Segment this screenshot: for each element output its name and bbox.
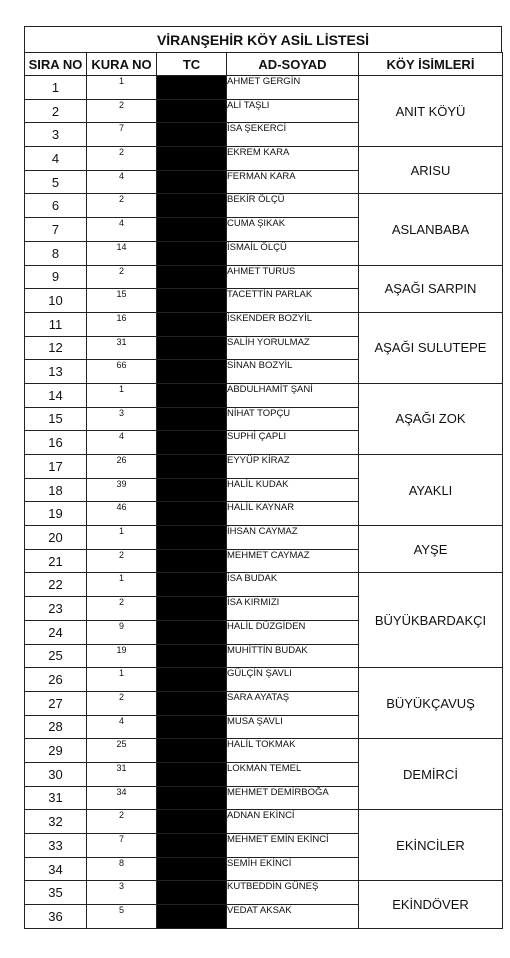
- tc-redacted-cell: [157, 431, 227, 455]
- sira-no-cell: 20: [25, 526, 87, 550]
- tc-redacted-cell: [157, 265, 227, 289]
- village-name-cell: ARISU: [359, 147, 503, 194]
- ad-soyad-cell: TACETTİN PARLAK: [227, 289, 359, 313]
- ad-soyad-cell: SALİH YORULMAZ: [227, 336, 359, 360]
- table-row: [25, 881, 503, 905]
- tc-redacted-cell: [157, 383, 227, 407]
- tc-redacted-cell: [157, 123, 227, 147]
- ad-soyad-cell: SUPHİ ÇAPLI: [227, 431, 359, 455]
- tc-redacted-cell: [157, 218, 227, 242]
- kura-no-cell: 4: [87, 170, 157, 194]
- tc-redacted-cell: [157, 502, 227, 526]
- ad-soyad-cell: İSA KIRMIZI: [227, 597, 359, 621]
- sira-no-cell: 21: [25, 549, 87, 573]
- tc-redacted-cell: [157, 336, 227, 360]
- tc-redacted-cell: [157, 691, 227, 715]
- table-row: [25, 147, 503, 171]
- table-row: [25, 668, 503, 692]
- sira-no-cell: 31: [25, 786, 87, 810]
- ad-soyad-cell: CUMA ŞIKAK: [227, 218, 359, 242]
- kura-no-cell: 7: [87, 123, 157, 147]
- header-row: [25, 53, 503, 76]
- table-body: [25, 76, 503, 929]
- table-row: [25, 76, 503, 100]
- ad-soyad-cell: LOKMAN TEMEL: [227, 762, 359, 786]
- kura-no-cell: 2: [87, 597, 157, 621]
- kura-no-cell: 3: [87, 881, 157, 905]
- kura-no-cell: 1: [87, 383, 157, 407]
- kura-no-cell: 39: [87, 478, 157, 502]
- kura-no-cell: 1: [87, 668, 157, 692]
- tc-redacted-cell: [157, 194, 227, 218]
- village-name-cell: EKİNDÖVER: [359, 881, 503, 928]
- sira-no-cell: 24: [25, 620, 87, 644]
- village-name-cell: DEMİRCİ: [359, 739, 503, 810]
- ad-soyad-cell: SEMİH EKİNCİ: [227, 857, 359, 881]
- village-name-cell: AŞAĞI SULUTEPE: [359, 312, 503, 383]
- kura-no-cell: 66: [87, 360, 157, 384]
- ad-soyad-cell: İSA ŞEKERCİ: [227, 123, 359, 147]
- ad-soyad-cell: MEHMET DEMİRBOĞA: [227, 786, 359, 810]
- village-name-cell: ASLANBABA: [359, 194, 503, 265]
- village-name-cell: AŞAĞI ZOK: [359, 383, 503, 454]
- ad-soyad-cell: İHSAN CAYMAZ: [227, 526, 359, 550]
- kura-no-cell: 3: [87, 407, 157, 431]
- ad-soyad-cell: MUHİTTİN BUDAK: [227, 644, 359, 668]
- sira-no-cell: 15: [25, 407, 87, 431]
- sira-no-cell: 7: [25, 218, 87, 242]
- ad-soyad-cell: SİNAN BOZYİL: [227, 360, 359, 384]
- tc-redacted-cell: [157, 573, 227, 597]
- kura-no-cell: 1: [87, 526, 157, 550]
- tc-redacted-cell: [157, 620, 227, 644]
- ad-soyad-cell: MEHMET CAYMAZ: [227, 549, 359, 573]
- table-row: [25, 526, 503, 550]
- sira-no-cell: 26: [25, 668, 87, 692]
- ad-soyad-cell: SARA AYATAŞ: [227, 691, 359, 715]
- table-row: [25, 739, 503, 763]
- sira-no-cell: 33: [25, 834, 87, 858]
- kura-no-cell: 34: [87, 786, 157, 810]
- kura-no-cell: 8: [87, 857, 157, 881]
- kura-no-cell: 14: [87, 241, 157, 265]
- tc-redacted-cell: [157, 597, 227, 621]
- kura-no-cell: 26: [87, 455, 157, 479]
- kura-no-cell: 4: [87, 431, 157, 455]
- sira-no-cell: 1: [25, 76, 87, 100]
- ad-soyad-cell: HALİL KUDAK: [227, 478, 359, 502]
- tc-redacted-cell: [157, 857, 227, 881]
- sira-no-cell: 17: [25, 455, 87, 479]
- kura-no-cell: 2: [87, 549, 157, 573]
- tc-redacted-cell: [157, 312, 227, 336]
- ad-soyad-cell: ABDULHAMİT ŞANİ: [227, 383, 359, 407]
- ad-soyad-cell: ADNAN EKİNCİ: [227, 810, 359, 834]
- sira-no-cell: 35: [25, 881, 87, 905]
- sira-no-cell: 14: [25, 383, 87, 407]
- village-name-cell: BÜYÜKBARDAKÇI: [359, 573, 503, 668]
- table-row: [25, 573, 503, 597]
- sira-no-cell: 5: [25, 170, 87, 194]
- ad-soyad-cell: EKREM KARA: [227, 147, 359, 171]
- kura-no-cell: 1: [87, 573, 157, 597]
- kura-no-cell: 4: [87, 218, 157, 242]
- sira-no-cell: 4: [25, 147, 87, 171]
- tc-redacted-cell: [157, 881, 227, 905]
- tc-redacted-cell: [157, 76, 227, 100]
- sira-no-cell: 28: [25, 715, 87, 739]
- table-row: [25, 383, 503, 407]
- kura-no-cell: 25: [87, 739, 157, 763]
- ad-soyad-cell: İSKENDER BOZYİL: [227, 312, 359, 336]
- tc-redacted-cell: [157, 289, 227, 313]
- sira-no-cell: 11: [25, 312, 87, 336]
- kura-no-cell: 2: [87, 265, 157, 289]
- header-ad-soyad: AD-SOYAD: [227, 53, 359, 76]
- header-koy-isimleri: KÖY İSİMLERİ: [359, 53, 503, 76]
- sira-no-cell: 22: [25, 573, 87, 597]
- sira-no-cell: 25: [25, 644, 87, 668]
- sira-no-cell: 19: [25, 502, 87, 526]
- sira-no-cell: 13: [25, 360, 87, 384]
- tc-redacted-cell: [157, 786, 227, 810]
- sira-no-cell: 9: [25, 265, 87, 289]
- sira-no-cell: 6: [25, 194, 87, 218]
- ad-soyad-cell: ALİ TAŞLI: [227, 99, 359, 123]
- ad-soyad-cell: AHMET TURUS: [227, 265, 359, 289]
- ad-soyad-cell: İSMAİL ÖLÇÜ: [227, 241, 359, 265]
- kura-no-cell: 2: [87, 691, 157, 715]
- asil-list-table: [24, 52, 503, 929]
- kura-no-cell: 19: [87, 644, 157, 668]
- village-name-cell: AYAKLI: [359, 455, 503, 526]
- sira-no-cell: 10: [25, 289, 87, 313]
- sira-no-cell: 34: [25, 857, 87, 881]
- tc-redacted-cell: [157, 644, 227, 668]
- tc-redacted-cell: [157, 147, 227, 171]
- ad-soyad-cell: AHMET GERGİN: [227, 76, 359, 100]
- kura-no-cell: 16: [87, 312, 157, 336]
- sira-no-cell: 3: [25, 123, 87, 147]
- sira-no-cell: 2: [25, 99, 87, 123]
- tc-redacted-cell: [157, 526, 227, 550]
- header-kura-no: KURA NO: [87, 53, 157, 76]
- sira-no-cell: 12: [25, 336, 87, 360]
- village-name-cell: BÜYÜKÇAVUŞ: [359, 668, 503, 739]
- village-name-cell: AŞAĞI SARPIN: [359, 265, 503, 312]
- tc-redacted-cell: [157, 739, 227, 763]
- ad-soyad-cell: İSA BUDAK: [227, 573, 359, 597]
- document-title: VİRANŞEHİR KÖY ASİL LİSTESİ: [24, 26, 502, 52]
- kura-no-cell: 9: [87, 620, 157, 644]
- tc-redacted-cell: [157, 170, 227, 194]
- tc-redacted-cell: [157, 241, 227, 265]
- table-row: [25, 455, 503, 479]
- tc-redacted-cell: [157, 455, 227, 479]
- kura-no-cell: 15: [87, 289, 157, 313]
- tc-redacted-cell: [157, 549, 227, 573]
- header-sira-no: SIRA NO: [25, 53, 87, 76]
- ad-soyad-cell: KUTBEDDİN GÜNEŞ: [227, 881, 359, 905]
- ad-soyad-cell: VEDAT AKSAK: [227, 905, 359, 929]
- ad-soyad-cell: MEHMET EMİN EKİNCİ: [227, 834, 359, 858]
- kura-no-cell: 5: [87, 905, 157, 929]
- kura-no-cell: 4: [87, 715, 157, 739]
- sira-no-cell: 32: [25, 810, 87, 834]
- ad-soyad-cell: HALİL DÜZGİDEN: [227, 620, 359, 644]
- kura-no-cell: 31: [87, 762, 157, 786]
- village-name-cell: EKİNCİLER: [359, 810, 503, 881]
- sira-no-cell: 36: [25, 905, 87, 929]
- sira-no-cell: 16: [25, 431, 87, 455]
- village-name-cell: AYŞE: [359, 526, 503, 573]
- sira-no-cell: 18: [25, 478, 87, 502]
- tc-redacted-cell: [157, 668, 227, 692]
- tc-redacted-cell: [157, 407, 227, 431]
- ad-soyad-cell: BEKİR ÖLÇÜ: [227, 194, 359, 218]
- ad-soyad-cell: MUSA ŞAVLI: [227, 715, 359, 739]
- tc-redacted-cell: [157, 762, 227, 786]
- table-row: [25, 265, 503, 289]
- tc-redacted-cell: [157, 478, 227, 502]
- sira-no-cell: 29: [25, 739, 87, 763]
- table-row: [25, 312, 503, 336]
- ad-soyad-cell: EYYÜP KİRAZ: [227, 455, 359, 479]
- ad-soyad-cell: HALİL TOKMAK: [227, 739, 359, 763]
- sira-no-cell: 27: [25, 691, 87, 715]
- kura-no-cell: 1: [87, 76, 157, 100]
- tc-redacted-cell: [157, 99, 227, 123]
- header-tc: TC: [157, 53, 227, 76]
- ad-soyad-cell: HALİL KAYNAR: [227, 502, 359, 526]
- ad-soyad-cell: GÜLÇİN ŞAVLI: [227, 668, 359, 692]
- kura-no-cell: 2: [87, 99, 157, 123]
- tc-redacted-cell: [157, 834, 227, 858]
- tc-redacted-cell: [157, 360, 227, 384]
- sira-no-cell: 8: [25, 241, 87, 265]
- kura-no-cell: 46: [87, 502, 157, 526]
- kura-no-cell: 2: [87, 194, 157, 218]
- tc-redacted-cell: [157, 810, 227, 834]
- tc-redacted-cell: [157, 905, 227, 929]
- ad-soyad-cell: NİHAT TOPÇU: [227, 407, 359, 431]
- kura-no-cell: 2: [87, 147, 157, 171]
- village-name-cell: ANIT KÖYÜ: [359, 76, 503, 147]
- kura-no-cell: 7: [87, 834, 157, 858]
- sira-no-cell: 23: [25, 597, 87, 621]
- ad-soyad-cell: FERMAN KARA: [227, 170, 359, 194]
- table-row: [25, 810, 503, 834]
- table-row: [25, 194, 503, 218]
- sira-no-cell: 30: [25, 762, 87, 786]
- kura-no-cell: 2: [87, 810, 157, 834]
- tc-redacted-cell: [157, 715, 227, 739]
- kura-no-cell: 31: [87, 336, 157, 360]
